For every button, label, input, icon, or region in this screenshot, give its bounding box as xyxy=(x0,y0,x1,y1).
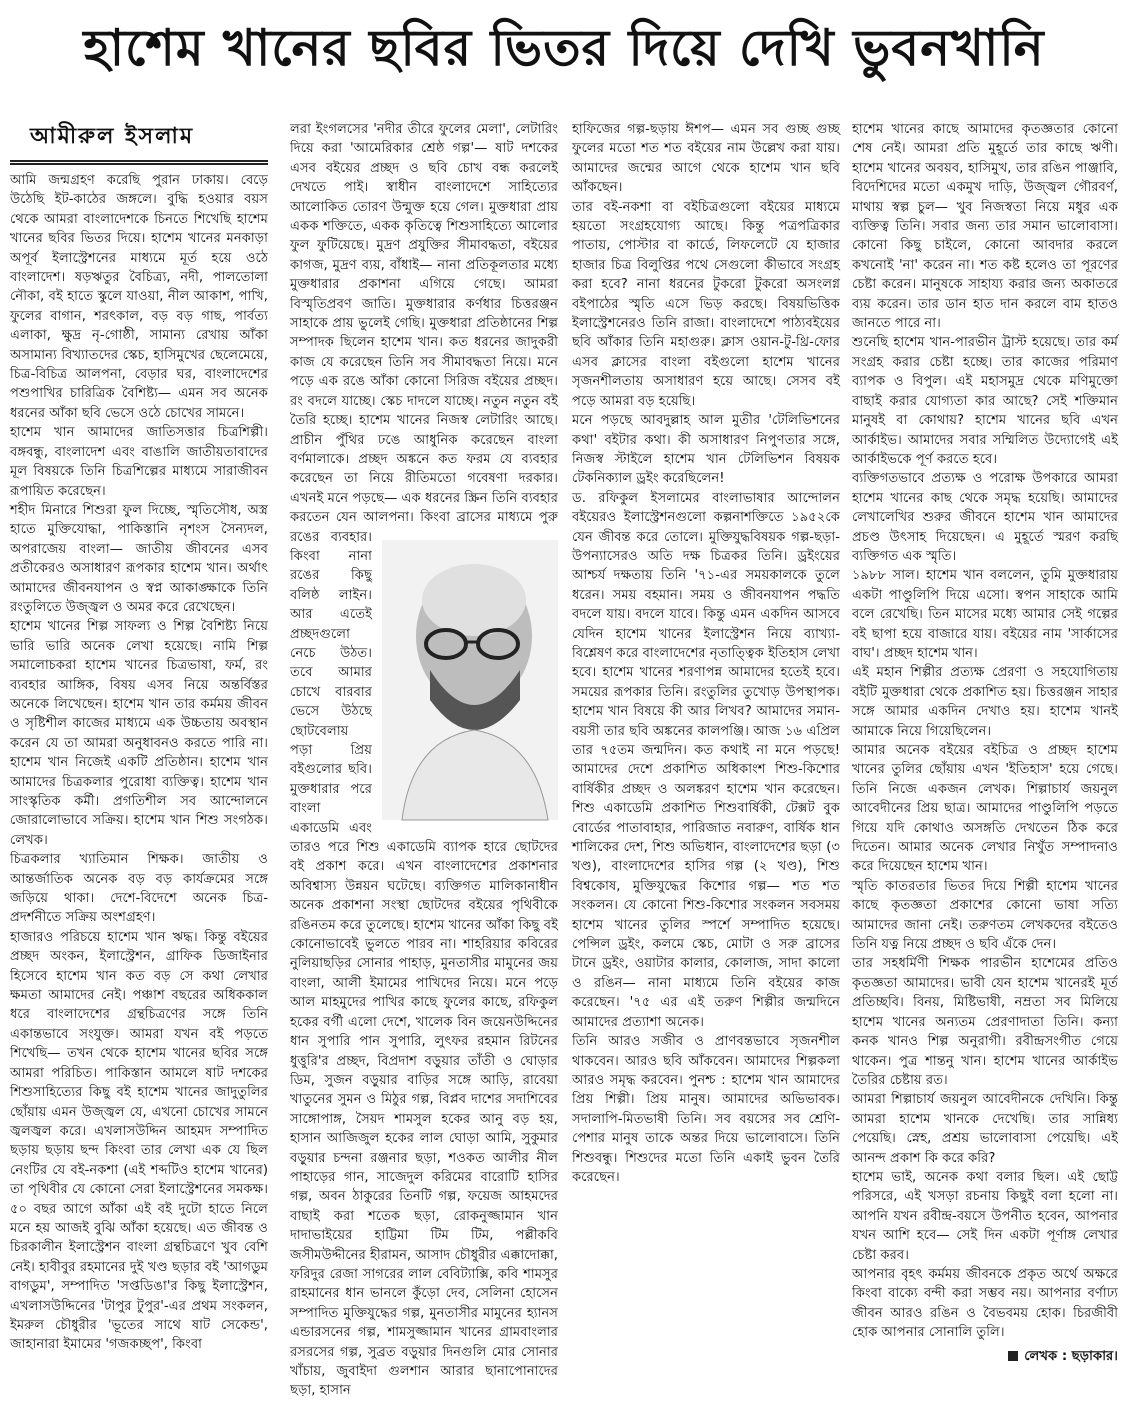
author-credit-label: লেখক : xyxy=(1024,1348,1068,1364)
paragraph: আমরা শিল্পাচার্য জয়নুল আবেদীনকে দেখিনি। কিন্তু আমরা হাশেম খানকে দেখেছি। তার সান্নিধ্য পেয়েছি। স্নেহ, প্রশ্রয় ভালোবাসা পেয়েছি। এই আনন্দ প্রকাশ কি করে করি? xyxy=(852,1092,1118,1166)
paragraph: আপনার বৃহৎ কর্মময় জীবনকে প্রকৃত অর্থে অক্ষরে কিংবা বাক্যে বন্দী করা সম্ভব নয়। আপনার বর্ণাঢ্য জীবন আরও রঙিন ও বৈভবময় হোক। চিরজীবী হোক আপনার সোনালি তুলি। xyxy=(852,1266,1118,1341)
portrait-photo xyxy=(382,540,558,820)
paragraph: ১৯৮৮ সাল। হাশেম খান বললেন, তুমি মুক্তধারায় একটা পাণ্ডুলিপি দিয়ে এসো। স্বপন সাহাকে আমি বলে রেখেছি। তিন মাসের মধ্যে আমার সেই গল্পের বই ছাপা হয়ে বাজারে যায়। বইয়ের নাম 'সার্কাসের বাঘ'। প্রচ্ছদ হাশেম খান। xyxy=(852,568,1118,661)
paragraph: ব্যক্তিগতভাবে প্রত্যক্ষ ও পরোক্ষ উপকারে আমরা হাশেম খানের কাছ থেকে সমৃদ্ধ হয়েছি। আমাদের লেখালেখির শুরুর জীবনে হাশেম খান আমাদের প্রচণ্ড উৎসাহ দিয়েছেন। এ মুহূর্তে স্মরণ করছি ব্যক্তিগত এক স্মৃতি। xyxy=(852,471,1118,564)
paragraph: তার সহধর্মিণী শিক্ষক পারভীন হাশেমের প্রতিও কৃতজ্ঞতা আমাদের। ভাবী যেন হাশেম খানেরই মূর্ত প্রতিচ্ছবি। বিনয়, মিষ্টিভাষী, নম্রতা সব মিলিয়ে হাশেম খানের অন্যতম প্রেরণাদাতা তিনি। কন্যা কনক খানও শিল্প অনুরাগী। রবীন্দ্রসংগীত গেয়ে থাকেন। পুত্র শান্তনু খান। হাশেম খানের আর্কাইভ তৈরির চেষ্টায় রত। xyxy=(852,956,1118,1088)
paragraph: হাশেম খানের শিল্প সাফল্য ও শিল্প বৈশিষ্ট্য নিয়ে ভারি ভারি অনেক লেখা হয়েছে। নামি শিল্প সমালোচকরা হাশেম খানের চিত্রভাষা, ফর্ম, রং ব্যবহার আঙ্গিক, বিষয় এসব নিয়ে অন্তর্বিস্তর অনেকে লিখেছেন। হাশেম খান তার কর্মময় জীবন ও সৃষ্টিশীল কাজের মাধ্যমে এক উচ্চতায় অবস্থান করেন যে তা আমরা অনুধাবনও করতে পারি না। হাশেম খান নিজেই একটি প্রতিষ্ঠান। হাশেম খান আমাদের চিত্রকলার পুরোধা ব্যক্তিত্ব। হাশেম খান সাংস্কৃতিক কর্মী। প্রগতিশীল সব আন্দোলনে জোরালোভাবে সক্রিয়। হাশেম খান শিশু সংগঠক। লেখক। xyxy=(10,619,268,848)
paragraph: লরা ইংগলসের 'নদীর তীরে ফুলের মেলা', লেটারিং দিয়ে করা 'আমেরিকার শ্রেষ্ঠ গল্প'— ষাট দশকের এসব বইয়ের প্রচ্ছদ ও ছবি চোখ বন্ধ করলেই দেখতে পাই। স্বাধীন বাংলাদেশে সাহিত্যের আলোকিত তোরণ উন্মুক্ত হয়ে গেল। মুক্তধারা প্রায় একক শক্তিতে, একক কৃতিত্বে শিশুসাহিত্যে আলোর ফুল ফুটিয়েছে। মুদ্রণ প্রযুক্তির সীমাবদ্ধতা, বইয়ের কাগজ, মুদ্রণ ব্যয়, বাঁধাই— নানা প্রতিকূলতার মধ্যে মুক্তধারার প্রকাশনা এগিয়ে গেছে। আমরা বিস্মৃতিপ্রবণ জাতি। মুক্তধারার কর্ণধার চিত্তরঞ্জন সাহাকে প্রায় ভুলেই গেছি। মুক্তধারা প্রতিষ্ঠানের শিল্প সম্পাদক ছিলেন হাশেম খান। কত ধরনের জাদুকরী কাজ যে করেছেন তিনি সব সীমাবদ্ধতা নিয়ে। মনে পড়ে এক রঙে আঁকা কোনো সিরিজ বইয়ের প্রচ্ছদ। রং বদলে যাচ্ছে। স্কেচ দাদলে যাচ্ছে। নতুন নতুন বই তৈরি হচ্ছে। হাশেম খানের নিজস্ব লেটারিং আছে। প্রাচীন পুঁথির ঢঙে আধুনিক করেছেন বাংলা বর্ণমালাকে। প্রচ্ছদ অঙ্কনে কত ফরম যে ব্যবহার করেছেন তা নিয়ে রীতিমতো গবেষণা দরকার। এখনই মনে পড়ছে— এক ধরনের স্ক্রিন তিনি ব্যবহার করতেন যেন আলপনা। কিংবা ব্রাসের মাধ্যমে পুরু রঙের ব্যবহার। কিংবা নানা রঙের কিছু বলিষ্ঠ লাইন। আর এতেই প্রচ্ছদগুলো নেচে উঠত। তবে আমার চোখে বারবার ভেসে উঠছে ছোটবেলায় পড়া প্রিয় বইগুলোর ছবি। মুক্তধারার পরে বাংলা একাডেমি এবং তারও পরে শিশু একাডেমি ব্যাপক হারে ছোটদের বই প্রকাশ করে। এখন বাংলাদেশের প্রকাশনার অবিশ্বাস্য উন্নয়ন ঘটেছে। ব্যক্তিগত মালিকানাধীন অনেক প্রকাশনা সংস্থা ছোটদের বইয়ের পৃথিবীকে রঙিনতম করে তুলেছে। হাশেম খানের আঁকা কিছু বই কোনোভাবেই ভুলতে পারব না। শাহরিয়ার কবিরের নুলিয়াছড়ির সোনার পাহাড়, মুনতাসীর মামুনের জয় বাংলা, আলী ইমামের পাখিদের নিয়ে। মনে পড়ে আল মাহমুদের পাখির কাছে ফুলের কাছে, রফিকুল হকের বর্গী এলো দেশে, খালেক বিন জয়েনউদ্দিনের ধান সুপারি পান সুপারি, লুৎফর রহমান রিটনের ধুত্তুরি'র প্রচ্ছদ, বিপ্রদাশ বড়ুয়ার তাঁতী ও ঘোড়ার ডিম, সুজন বড়ুয়ার বাড়ির সঙ্গে আড়ি, রাবেয়া খাতুনের সুমন ও মিঠুর গল্প, বিপ্লব দাশের সদাশিবের সাঙ্গোপাঙ্গ, সৈয়দ শামসুল হকের আনু বড় হয়, হাসান আজিজুল হকের লাল ঘোড়া আমি, সুকুমার বড়ুয়ার চন্দনা রঞ্জনার ছড়া, শওকত আলীর নীল পাহাড়ের গান, সাজেদুল করিমের বারোটি হাসির গল্প, অবন ঠাকুরের তিনটি গল্প, ফয়েজ আহমদের বাছাই করা শতেক ছড়া, রোকনুজ্জামান খান দাদাভাইয়ের হাট্টিমা টিম টিম, পল্লীকবি জসীমউদ্দীনের হীরামন, আসাদ চৌধুরীর এক্কাদোক্কা, ফরিদুর রেজা সাগরের লাল বেবিট্যাক্সি, কবি শামসুর রাহমানের ধান ভানলে কুঁড়ো দেব, সেলিনা হোসেন সম্পাদিত মুক্তিযুদ্ধের গল্প, মুনতাসীর মামুনের হ্যানস এন্ডারসনের গল্প, শামসুজ্জামান খানের গ্রামবাংলার রসরসের গল্প, সুব্রত বড়ুয়ার দিনগুলি মোর সোনার খাঁচায়, জুবাইদা গুলশান আরার ছানাপোনাদের ছড়া, হাসান xyxy=(290,122,558,1399)
headline: হাশেম খানের ছবির ভিতর দিয়ে দেখি ভুবনখানি xyxy=(83,19,1045,77)
portrait-image xyxy=(382,540,558,820)
paragraph: মনে পড়ছে আবদুল্লাহ আল মুতীর 'টেলিভিশনের কথা' বইটার কথা। কী অসাধারণ নিপুণতার সঙ্গে, নিজস্ব স্টাইলে হাশেম খান টেলিভিশন বিষয়ক টেকনিক্যাল ড্রইং করেছিলেন! xyxy=(572,413,840,487)
column-3 xyxy=(572,120,840,1260)
byline-rule xyxy=(10,160,268,165)
paragraph: শুনেছি হাশেম খান-পারভীন ট্রাস্ট হয়েছে। তার কর্ম সংগ্রহ করার চেষ্টা হচ্ছে। তার কাজের পরিমাণ ব্যাপক ও বিপুল। এই মহাসমুদ্র থেকে মণিমুক্তো বাছাই করার যোগ্যতা কার আছে? সেই শক্তিমান মানুষই বা কোথায়? হাশেম খানের ছবি এখন আর্কাইভ। আমাদের সবার সম্মিলিত উদ্যোগেই এই আর্কাইভকে পূর্ণ করতে হবে। xyxy=(852,335,1118,467)
paragraph: এই মহান শিল্পীর প্রত্যক্ষ প্রেরণা ও সহযোগিতায় বইটি মুক্তধারা থেকে প্রকাশিত হয়। চিত্তরঞ্জন সাহার সঙ্গে আমার একদিন দেখাও হয়। হাশেম খানই আমাকে নিয়ে গিয়েছিলেন। xyxy=(852,665,1118,739)
paragraph: হাশেম খানের কাছে আমাদের কৃতজ্ঞতার কোনো শেষ নেই। আমরা প্রতি মুহূর্তে তার কাছে ঋণী। হাশেম খানের অবয়ব, হাসিমুখ, তার রঙিন পাঞ্জাবি, বিদেশিদের মতো একমুখ দাড়ি, উজ্জ্বল গৌরবর্ণ, মাথায় স্বল্প চুল— খুব নিজস্বতা নিয়ে মধুর এক ব্যক্তিত্ব তিনি। সবার জন্য তার সমান ভালোবাসা। কোনো কিছু চাইলে, কোনো আবদার করলে কখনোই 'না' করেন না। শত কষ্ট হলেও তা পূরণের চেষ্টা করেন। মানুষকে সাহায্য করার জন্য অকাতরে ব্যয় করেন। তার ডান হাত দান করলে বাম হাতও জানতে পারে না। xyxy=(852,122,1118,332)
column-4 xyxy=(852,120,1118,1364)
column-2 xyxy=(290,120,558,1399)
paragraph: আমি জন্মগ্রহণ করেছি পুরান ঢাকায়। বেড়ে উঠেছি ইট-কাঠের জঙ্গলে। বুদ্ধি হওয়ার বয়স থেকে আমরা বাংলাদেশকে চিনতে শিখেছি হাশেম খানের ছবির ভিতর দিয়ে। হাশেম খানের মনকাড়া অপূর্ব ইলাস্ট্রেশনের মাধ্যমে মূর্ত হয়ে ওঠে বাংলাদেশ। ষড়ঋতুর বৈচিত্র্য, নদী, পালতোলা নৌকা, বই হাতে স্কুলে যাওয়া, নীল আকাশ, পাখি, ফুলের বাগান, শরৎকাল, বড় বড় গাছ, পার্বত্য এলাকা, ক্ষুদ্র নৃ-গোষ্ঠী, সামান্য রেখায় আঁকা অসামান্য বিখ্যাতদের স্কেচ, হাসিমুখের ছেলেমেয়ে, চিত্র-বিচিত্র আলপনা, বেড়ার ঘর, বাংলাদেশের পশুপাখির চারিত্রিক বৈশিষ্ট্য— এমন সব অনেক ধরনের আঁকা ছবি ভেসে ওঠে চোখের সামনে। xyxy=(10,173,268,421)
paragraph: তার বই-নকশা বা বইচিত্রগুলো বইয়ের মাধ্যমে হয়তো সংগ্রহযোগ্য আছে। কিন্তু পত্রপত্রিকার পাতায়, পোস্টার বা কার্ডে, লিফলেটে যে হাজার হাজার চিত্র বিলুপ্তির পথে সেগুলো কীভাবে সংগ্রহ করা হবে? নানা ধরনের টুকরো টুকরো অসংলগ্ন বইপাঠের স্মৃতি এসে ভিড় করছে। বিষয়ভিত্তিক ইলাস্ট্রেশনেরও তিনি রাজা। বাংলাদেশে পাঠ্যবইয়ের ছবি আঁকার তিনি মহাগুরু। ক্লাস ওয়ান-টু-থ্রি-ফোর এসব ক্লাসের বাংলা বইগুলো হাশেম খানের সৃজনশীলতায় অসাধারণ হয়ে আছে। সেসব বই পড়ে আমরা বড় হয়েছি। xyxy=(572,199,840,409)
paragraph: স্মৃতি কাতরতার ভিতর দিয়ে শিল্পী হাশেম খানের কাছে কৃতজ্ঞতা প্রকাশের কোনো ভাষা সত্যি আমাদের জানা নেই। তরুণতম লেখকদের বইতেও তিনি যত্ন নিয়ে প্রচ্ছদ ও ছবি এঁকে দেন। xyxy=(852,878,1118,953)
paragraph: শহীদ মিনারে শিশুরা ফুল দিচ্ছে, স্মৃতিসৌধ, অস্ত্র হাতে মুক্তিযোদ্ধা, পাকিস্তানি নৃশংস সৈন্যদল, অপরাজেয় বাংলা— জাতীয় জীবনের এসব প্রতীকেরও অসাধারণ রূপকার হাশেম খান। অর্থাৎ আমাদের জীবনযাপন ও স্বপ্ন আকাঙ্ক্ষাকে তিনি রংতুলিতে উজ্জ্বল ও অমর করে রেখেছেন। xyxy=(10,502,268,615)
column-1 xyxy=(10,120,268,1355)
paragraph: ড. রফিকুল ইসলামের বাংলাভাষার আন্দোলন বইয়েরও ইলাস্ট্রেশনগুলো কল্পনাশক্তিতে ১৯৫২কে যেন জীবন্ত করে তোলে। মুক্তিযুদ্ধবিষয়ক গল্প-ছড়া-উপন্যাসেরও অতি দক্ষ চিত্রকর তিনি। ড্রইংয়ের আশ্চর্য দক্ষতায় তিনি '৭১-এর সময়কালকে তুলে ধরেন। সময় বহমান। সময় ও জীবনযাপন পদ্ধতি বদলে যায়। বদলে যাবে। কিন্তু এমন একদিন আসবে যেদিন হাশেম খানের ইলাস্ট্রেশন নিয়ে ব্যাখ্যা-বিশ্লেষণ করে বাংলাদেশের নৃতাত্ত্বিক ইতিহাস লেখা হবে। হাশেম খানের শরণাপন্ন আমাদের হতেই হবে। সময়ের রূপকার তিনি। রংতুলির তুখোড় উপস্থাপক। হাশেম খান বিষয়ে কী আর লিখব? আমাদের সমান-বয়সী তার ছবি অঙ্কনের কালপঞ্জি। আজ ১৬ এপ্রিল তার ৭৫তম জন্মদিন। কত কথাই না মনে পড়ছে! আমাদের দেশে প্রকাশিত অধিকাংশ শিশু-কিশোর বার্ষিকীর প্রচ্ছদ ও অলঙ্করণ হাশেম খান করেছেন। শিশু একাডেমি প্রকাশিত শিশুবার্ষিকী, টেক্সট বুক বোর্ডের পাতাবাহার, পারিজাত নবারুণ, বার্ষিক ধান শালিকের দেশ, শিশু অভিধান, বাংলাদেশের ছড়া (৩ খণ্ড), বাংলাদেশের হাসির গল্প (২ খণ্ড), শিশু বিশ্বকোষ, মুক্তিযুদ্ধের কিশোর গল্প— শত শত সংকলন। যে কোনো শিশু-কিশোর সংকলন সবসময় হাশেম খানের তুলির স্পর্শে সম্পাদিত হয়েছে। পেন্সিল ড্রইং, কলমে স্কেচ, মোটা ও সরু ব্রাসের টানে ড্রইং, ওয়াটার কালার, কোলাজ, সাদা কালো ও রঙিন— নানা মাধ্যমে তিনি বইয়ের কাজ করেছেন। '৭৫ এর এই তরুণ শিল্পীর জন্মদিনে আমাদের প্রত্যাশা অনেক। xyxy=(572,490,840,1030)
paragraph: হাশেম খান আমাদের জাতিসত্তার চিত্রশিল্পী। বঙ্গবন্ধু, বাংলাদেশ এবং বাঙালি জাতীয়তাবাদের মূল বিষয়কে তিনি চিত্রশিল্পের মাধ্যমে সারাজীবন রূপায়িত করেছেন। xyxy=(10,425,268,499)
paragraph: হাশেম ভাই, অনেক কথা বলার ছিল। এই ছোট্ট পরিসরে, এই খসড়া রচনায় কিছুই বলা হলো না। আপনি যখন রবীন্দ্র-বয়সে উপনীত হবেন, আপনার যখন আশি হবে— সেই দিন একটা পূর্ণাঙ্গ লেখার চেষ্টা করব। xyxy=(852,1169,1118,1263)
paragraph: চিত্রকলার খ্যাতিমান শিক্ষক। জাতীয় ও আন্তর্জাতিক অনেক বড় বড় কার্যক্রমের সঙ্গে জড়িয়ে থাকা। দেশে-বিদেশে অনেক চিত্র-প্রদর্শনীতে সক্রিয় অংশগ্রহণ। xyxy=(10,852,268,926)
paragraph: হাজারও পরিচয়ে হাশেম খান ঋদ্ধ। কিন্তু বইয়ের প্রচ্ছদ অংকন, ইলাস্ট্রেশন, গ্রাফিক ডিজাইনার হিসেবে হাশেম খান কত বড় সে কথা লেখার ক্ষমতা আমাদের নেই। পঞ্চাশ বছরের অধিককাল ধরে বাংলাদেশের গ্রন্থচিত্রণের সঙ্গে তিনি একান্তভাবে সংযুক্ত। আমরা যখন বই পড়তে শিখেছি— তখন থেকে হাশেম খানের ছবির সঙ্গে আমরা পরিচিত। পাকিস্তান আমলে ষাট দশকের শিশুসাহিত্যের কিছু বই হাশেম খানের জাদুতুলির ছোঁয়ায় এমন উজ্জ্বল যে, এখনো চোখের সামনে জ্বলজ্বল করে। এখলাসউদ্দিন আহমদ সম্পাদিত ছড়ায় ছড়ায় ছন্দ কিংবা তার লেখা এক যে ছিল নেংটির যে বই-নকশা (এই শব্দটিও হাশেম খানের) তা পৃথিবীর যে কোনো সেরা ইলাস্ট্রেশনের সমকক্ষ। ৫০ বছর আগে আঁকা এই বই দুটো হাতে নিলে মনে হয় আজই বুঝি আঁকা হয়েছে। এত জীবন্ত ও চিরকালীন ইলাস্ট্রেশন বাংলা গ্রন্থচিত্রণে খুব বেশি নেই। হাবীবুর রহমানের দুই খণ্ড ছড়ার বই 'আগডুম বাগডুম', সম্পাদিত 'সপ্তডিঙা'র কিছু ইলাস্ট্রেশন, এখলাসউদ্দিনের 'টাপুর টুপুর'-এর প্রথম সংকলন, ইমরুল চৌধুরীর 'ভূতের সাথে ষাট সেকেন্ড', জাহানারা ইমামের 'গজকচ্ছপ', কিংবা xyxy=(10,929,268,1353)
paragraph: আমার অনেক বইয়ের বইচিত্র ও প্রচ্ছদ হাশেম খানের তুলির ছোঁয়ায় এখন 'ইতিহাস' হয়ে গেছে। তিনি নিজে একজন লেখক। শিল্পাচার্য জয়নুল আবেদীনের প্রিয় ছাত্র। আমাদের পাণ্ডুলিপি পড়তে গিয়ে যদি কোথাও অসঙ্গতি দেখতেন ঠিক করে দিতেন। আমার অনেক লেখার নিখুঁত সম্পাদনাও করে দিয়েছেন হাশেম খান। xyxy=(852,743,1118,875)
author-byline: আমীরুল ইসলাম xyxy=(30,124,195,149)
author-credit xyxy=(852,1347,1118,1366)
paragraph: হাফিজের গল্প-ছড়ায় ঈশপ— এমন সব গুচ্ছ গুচ্ছ ফুলের মতো শত শত বইয়ের নাম উল্লেখ করা যায়। আমাদের জন্মের আগে থেকে হাশেম খান ছবি আঁকছেন। xyxy=(572,122,840,196)
author-credit-value: ছড়াকার। xyxy=(1071,1348,1118,1364)
paragraph: তিনি আরও সজীব ও প্রাণবন্তভাবে সৃজনশীল থাকবেন। আরও ছবি আঁকবেন। আমাদের শিল্পকলা আরও সমৃদ্ধ করবেন। পুনশ্চ : হাশেম খান আমাদের প্রিয় শিল্পী। প্রিয় মানুষ। আমাদের অভিভাবক। সদালাপি-মিতভাষী তিনি। সব বয়সের সব শ্রেণি-পেশার মানুষ তাকে অন্তর দিয়ে ভালোবাসে। তিনি শিশুবন্ধু। শিশুদের মতো তিনি একাই ভুবন তৈরি করেছেন। xyxy=(572,1034,840,1185)
square-bullet-icon xyxy=(1008,1351,1018,1361)
